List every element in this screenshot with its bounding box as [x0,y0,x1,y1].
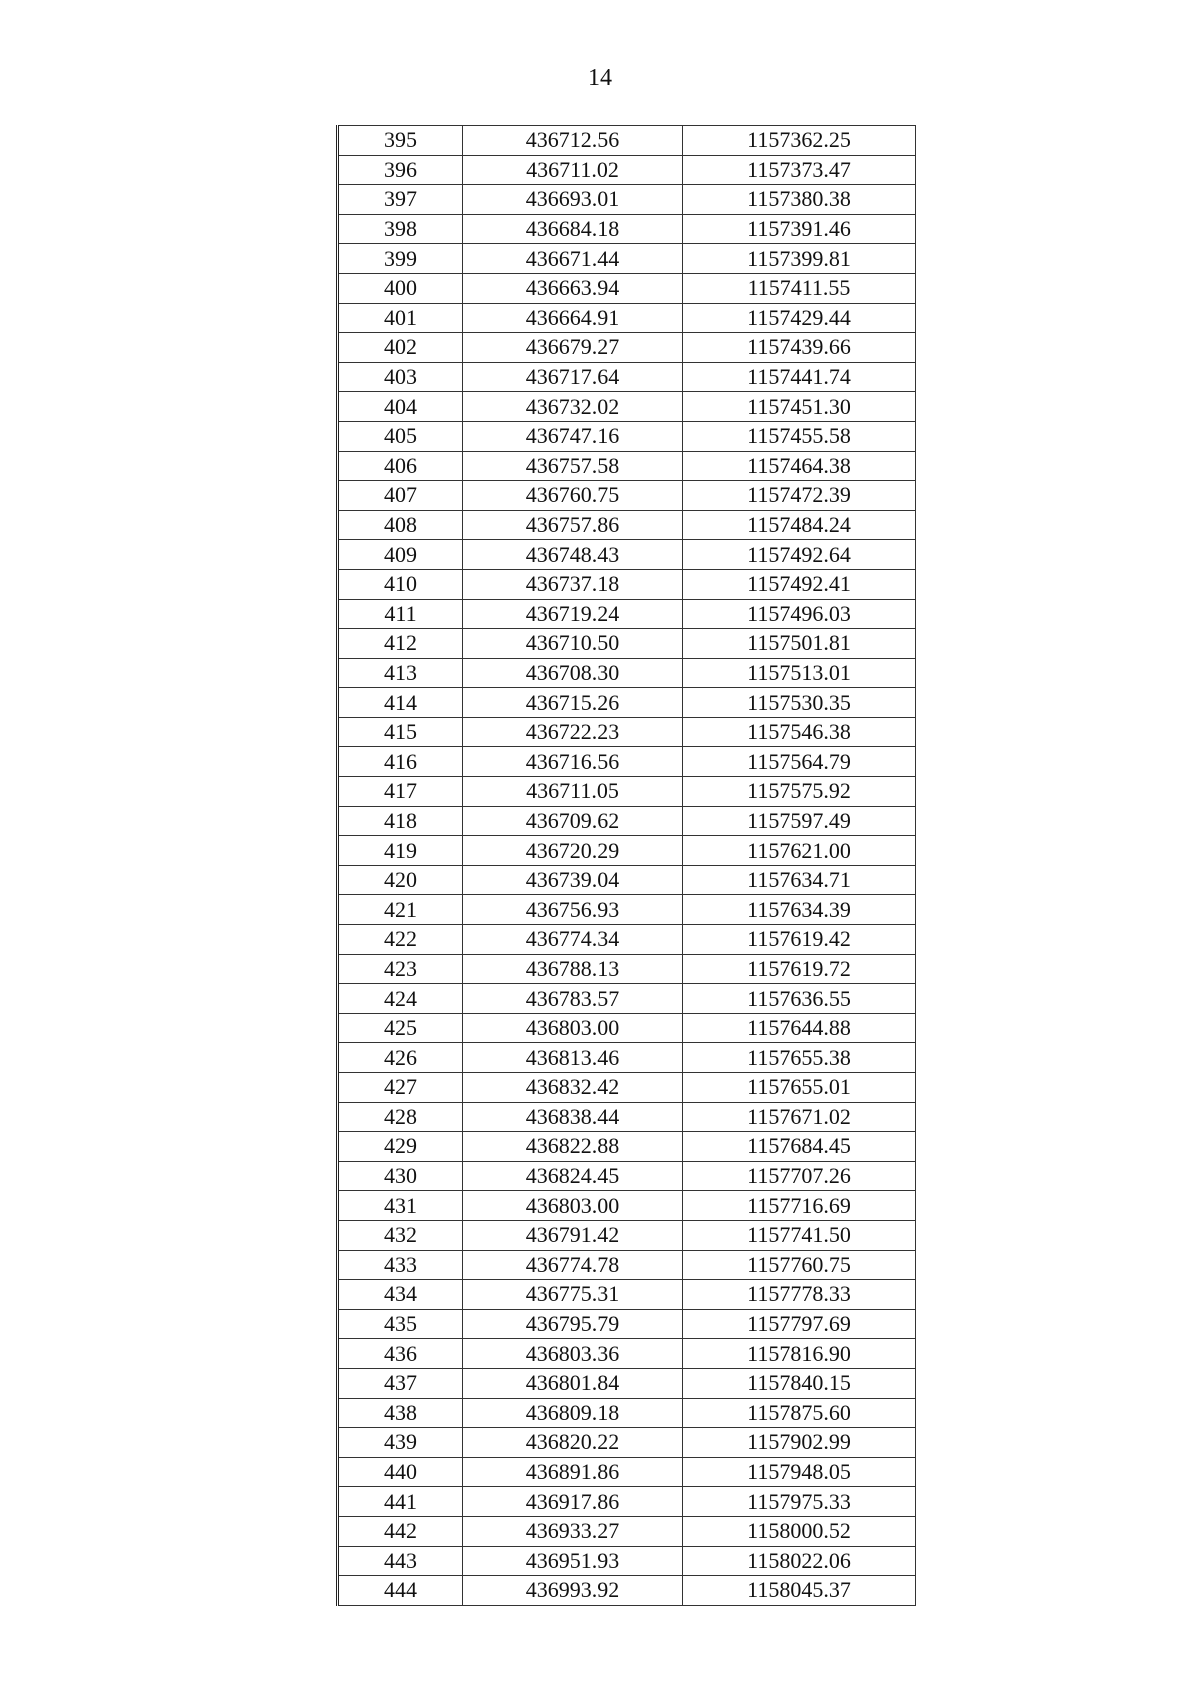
point-number-cell: 420 [338,865,463,895]
table-row [338,155,916,185]
table-row [338,747,916,777]
y-coordinate-cell: 1157362.25 [683,126,916,156]
y-coordinate-cell: 1157840.15 [683,1368,916,1398]
x-coordinate-cell: 436711.02 [463,155,683,185]
y-coordinate-cell: 1157546.38 [683,717,916,747]
y-coordinate-cell: 1158022.06 [683,1546,916,1576]
table-row [338,1102,916,1132]
y-coordinate-cell: 1157634.71 [683,865,916,895]
point-number-cell: 423 [338,954,463,984]
table-row [338,540,916,570]
x-coordinate-cell: 436774.78 [463,1250,683,1280]
point-number-cell: 415 [338,717,463,747]
table-row [338,421,916,451]
table-row [338,984,916,1014]
x-coordinate-cell: 436788.13 [463,954,683,984]
y-coordinate-cell: 1157451.30 [683,392,916,422]
x-coordinate-cell: 436717.64 [463,362,683,392]
point-number-cell: 401 [338,303,463,333]
point-number-cell: 444 [338,1576,463,1606]
x-coordinate-cell: 436693.01 [463,185,683,215]
table-row [338,451,916,481]
x-coordinate-cell: 436708.30 [463,658,683,688]
y-coordinate-cell: 1157564.79 [683,747,916,777]
point-number-cell: 413 [338,658,463,688]
x-coordinate-cell: 436822.88 [463,1132,683,1162]
y-coordinate-cell: 1157797.69 [683,1309,916,1339]
x-coordinate-cell: 436951.93 [463,1546,683,1576]
table-row [338,1546,916,1576]
x-coordinate-cell: 436712.56 [463,126,683,156]
x-coordinate-cell: 436891.86 [463,1457,683,1487]
x-coordinate-cell: 436774.34 [463,925,683,955]
x-coordinate-cell: 436664.91 [463,303,683,333]
x-coordinate-cell: 436720.29 [463,836,683,866]
x-coordinate-cell: 436715.26 [463,688,683,718]
table-row [338,1220,916,1250]
y-coordinate-cell: 1157760.75 [683,1250,916,1280]
table-row [338,1398,916,1428]
y-coordinate-cell: 1157484.24 [683,510,916,540]
x-coordinate-cell: 436756.93 [463,895,683,925]
point-number-cell: 431 [338,1191,463,1221]
table-row [338,806,916,836]
y-coordinate-cell: 1157655.38 [683,1043,916,1073]
x-coordinate-cell: 436993.92 [463,1576,683,1606]
x-coordinate-cell: 436760.75 [463,481,683,511]
y-coordinate-cell: 1157902.99 [683,1428,916,1458]
y-coordinate-cell: 1157380.38 [683,185,916,215]
table-row [338,1250,916,1280]
y-coordinate-cell: 1157530.35 [683,688,916,718]
x-coordinate-cell: 436739.04 [463,865,683,895]
table-row [338,1339,916,1369]
x-coordinate-cell: 436832.42 [463,1073,683,1103]
x-coordinate-cell: 436732.02 [463,392,683,422]
table-row [338,1576,916,1606]
point-number-cell: 438 [338,1398,463,1428]
table-row [338,273,916,303]
table-row [338,629,916,659]
x-coordinate-cell: 436838.44 [463,1102,683,1132]
table-row [338,777,916,807]
point-number-cell: 398 [338,214,463,244]
table-row [338,1073,916,1103]
point-number-cell: 408 [338,510,463,540]
table-row [338,303,916,333]
x-coordinate-cell: 436757.58 [463,451,683,481]
x-coordinate-cell: 436933.27 [463,1516,683,1546]
x-coordinate-cell: 436783.57 [463,984,683,1014]
x-coordinate-cell: 436684.18 [463,214,683,244]
table-row [338,510,916,540]
table-row [338,244,916,274]
y-coordinate-cell: 1157441.74 [683,362,916,392]
point-number-cell: 410 [338,569,463,599]
y-coordinate-cell: 1157597.49 [683,806,916,836]
table-row [338,1013,916,1043]
x-coordinate-cell: 436813.46 [463,1043,683,1073]
point-number-cell: 437 [338,1368,463,1398]
table-row [338,1309,916,1339]
y-coordinate-cell: 1157492.41 [683,569,916,599]
table-row [338,1043,916,1073]
coordinate-table [336,125,916,1606]
table-row [338,214,916,244]
x-coordinate-cell: 436775.31 [463,1280,683,1310]
point-number-cell: 428 [338,1102,463,1132]
table-row [338,481,916,511]
x-coordinate-cell: 436795.79 [463,1309,683,1339]
x-coordinate-cell: 436710.50 [463,629,683,659]
y-coordinate-cell: 1157439.66 [683,333,916,363]
table-row [338,569,916,599]
point-number-cell: 443 [338,1546,463,1576]
y-coordinate-cell: 1157644.88 [683,1013,916,1043]
table-row [338,717,916,747]
point-number-cell: 422 [338,925,463,955]
point-number-cell: 417 [338,777,463,807]
x-coordinate-cell: 436709.62 [463,806,683,836]
point-number-cell: 439 [338,1428,463,1458]
table-row [338,925,916,955]
point-number-cell: 442 [338,1516,463,1546]
point-number-cell: 440 [338,1457,463,1487]
table-row [338,1280,916,1310]
point-number-cell: 397 [338,185,463,215]
y-coordinate-cell: 1157619.72 [683,954,916,984]
table-row [338,1457,916,1487]
point-number-cell: 403 [338,362,463,392]
table-row [338,126,916,156]
x-coordinate-cell: 436737.18 [463,569,683,599]
x-coordinate-cell: 436803.00 [463,1191,683,1221]
y-coordinate-cell: 1157778.33 [683,1280,916,1310]
point-number-cell: 441 [338,1487,463,1517]
table-row [338,865,916,895]
x-coordinate-cell: 436722.23 [463,717,683,747]
point-number-cell: 402 [338,333,463,363]
y-coordinate-cell: 1157741.50 [683,1220,916,1250]
coordinate-table-body [338,126,916,1606]
y-coordinate-cell: 1157875.60 [683,1398,916,1428]
point-number-cell: 409 [338,540,463,570]
table-row [338,1161,916,1191]
point-number-cell: 430 [338,1161,463,1191]
y-coordinate-cell: 1157501.81 [683,629,916,659]
point-number-cell: 429 [338,1132,463,1162]
x-coordinate-cell: 436663.94 [463,273,683,303]
table-row [338,185,916,215]
point-number-cell: 418 [338,806,463,836]
y-coordinate-cell: 1157492.64 [683,540,916,570]
point-number-cell: 406 [338,451,463,481]
point-number-cell: 425 [338,1013,463,1043]
y-coordinate-cell: 1157619.42 [683,925,916,955]
y-coordinate-cell: 1157464.38 [683,451,916,481]
y-coordinate-cell: 1157816.90 [683,1339,916,1369]
table-row [338,954,916,984]
y-coordinate-cell: 1157513.01 [683,658,916,688]
point-number-cell: 399 [338,244,463,274]
x-coordinate-cell: 436711.05 [463,777,683,807]
x-coordinate-cell: 436801.84 [463,1368,683,1398]
table-row [338,1191,916,1221]
x-coordinate-cell: 436719.24 [463,599,683,629]
y-coordinate-cell: 1157948.05 [683,1457,916,1487]
y-coordinate-cell: 1157455.58 [683,421,916,451]
table-row [338,599,916,629]
point-number-cell: 407 [338,481,463,511]
table-row [338,1368,916,1398]
point-number-cell: 396 [338,155,463,185]
point-number-cell: 419 [338,836,463,866]
x-coordinate-cell: 436748.43 [463,540,683,570]
point-number-cell: 434 [338,1280,463,1310]
y-coordinate-cell: 1157655.01 [683,1073,916,1103]
page-number: 14 [588,65,612,91]
point-number-cell: 395 [338,126,463,156]
table-row [338,1132,916,1162]
y-coordinate-cell: 1157411.55 [683,273,916,303]
x-coordinate-cell: 436824.45 [463,1161,683,1191]
point-number-cell: 426 [338,1043,463,1073]
x-coordinate-cell: 436820.22 [463,1428,683,1458]
point-number-cell: 427 [338,1073,463,1103]
point-number-cell: 432 [338,1220,463,1250]
table-row [338,658,916,688]
point-number-cell: 412 [338,629,463,659]
point-number-cell: 424 [338,984,463,1014]
x-coordinate-cell: 436809.18 [463,1398,683,1428]
point-number-cell: 405 [338,421,463,451]
y-coordinate-cell: 1158045.37 [683,1576,916,1606]
table-row [338,895,916,925]
x-coordinate-cell: 436679.27 [463,333,683,363]
point-number-cell: 404 [338,392,463,422]
table-row [338,1487,916,1517]
y-coordinate-cell: 1158000.52 [683,1516,916,1546]
x-coordinate-cell: 436791.42 [463,1220,683,1250]
table-row [338,333,916,363]
y-coordinate-cell: 1157707.26 [683,1161,916,1191]
x-coordinate-cell: 436757.86 [463,510,683,540]
point-number-cell: 435 [338,1309,463,1339]
y-coordinate-cell: 1157399.81 [683,244,916,274]
point-number-cell: 400 [338,273,463,303]
y-coordinate-cell: 1157373.47 [683,155,916,185]
y-coordinate-cell: 1157634.39 [683,895,916,925]
y-coordinate-cell: 1157636.55 [683,984,916,1014]
point-number-cell: 411 [338,599,463,629]
y-coordinate-cell: 1157671.02 [683,1102,916,1132]
table-row [338,688,916,718]
x-coordinate-cell: 436803.00 [463,1013,683,1043]
y-coordinate-cell: 1157684.45 [683,1132,916,1162]
x-coordinate-cell: 436917.86 [463,1487,683,1517]
y-coordinate-cell: 1157975.33 [683,1487,916,1517]
point-number-cell: 436 [338,1339,463,1369]
y-coordinate-cell: 1157391.46 [683,214,916,244]
y-coordinate-cell: 1157575.92 [683,777,916,807]
y-coordinate-cell: 1157429.44 [683,303,916,333]
table-row [338,836,916,866]
y-coordinate-cell: 1157496.03 [683,599,916,629]
table-row [338,392,916,422]
x-coordinate-cell: 436671.44 [463,244,683,274]
point-number-cell: 414 [338,688,463,718]
x-coordinate-cell: 436747.16 [463,421,683,451]
point-number-cell: 416 [338,747,463,777]
table-row [338,1516,916,1546]
table-row [338,1428,916,1458]
y-coordinate-cell: 1157472.39 [683,481,916,511]
table-row [338,362,916,392]
x-coordinate-cell: 436803.36 [463,1339,683,1369]
point-number-cell: 421 [338,895,463,925]
x-coordinate-cell: 436716.56 [463,747,683,777]
y-coordinate-cell: 1157621.00 [683,836,916,866]
y-coordinate-cell: 1157716.69 [683,1191,916,1221]
point-number-cell: 433 [338,1250,463,1280]
